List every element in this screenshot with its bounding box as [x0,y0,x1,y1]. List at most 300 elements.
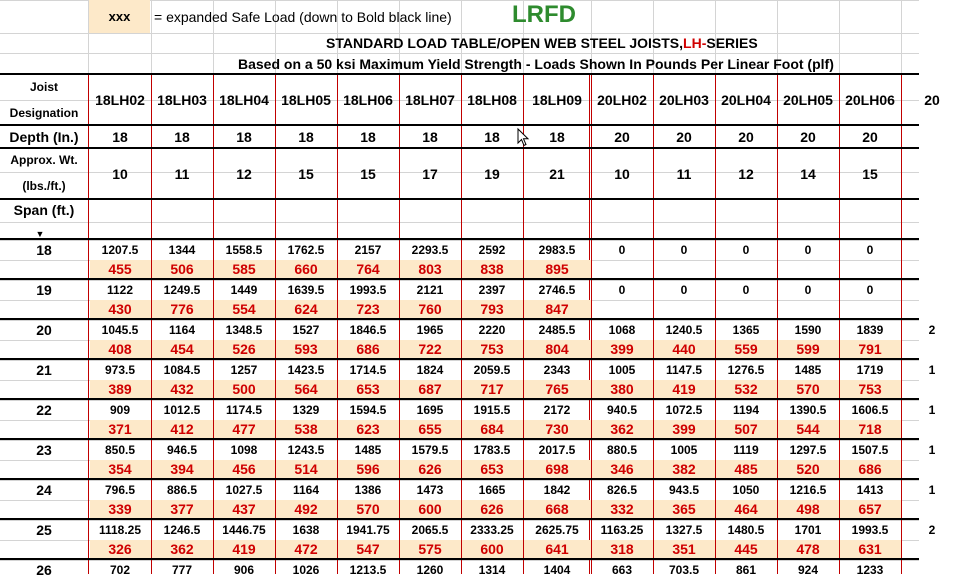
depth-value: 20 [738,129,754,145]
safe-load-cell[interactable]: 1639.5 [287,283,325,297]
safe-load-cell[interactable]: 0 [804,283,812,297]
span-value: 23 [36,442,52,458]
safe-load-cell[interactable]: 703.5 [668,563,700,577]
live-load-cell[interactable]: 895 [545,261,569,277]
safe-load-cell[interactable]: 1507.5 [851,443,889,457]
live-load-cell[interactable]: 765 [545,381,569,397]
depth-value: 18 [360,129,376,145]
live-load-cell[interactable]: 346 [610,461,634,477]
live-load-cell[interactable] [901,260,963,278]
safe-load-cell[interactable]: 1413 [856,483,884,497]
safe-load-cell[interactable]: 1485 [354,443,382,457]
safe-load-cell[interactable]: 1257 [230,363,258,377]
safe-load-cell[interactable]: 0 [680,243,688,257]
safe-load-cell[interactable]: 1344 [168,243,196,257]
live-load-cell[interactable] [591,260,653,278]
joist-designation-header[interactable]: 20 [924,92,940,108]
live-load-cell[interactable]: 698 [545,461,569,477]
weight-value: 10 [112,166,128,182]
live-load-cell[interactable]: 332 [610,501,634,517]
live-load-cell[interactable]: 653 [480,461,504,477]
live-load-cell[interactable]: 626 [480,501,504,517]
live-load-cell[interactable]: 641 [545,541,569,557]
live-load-cell[interactable]: 753 [858,381,882,397]
span-row-border [0,558,919,560]
safe-load-cell[interactable]: 924 [797,563,819,577]
live-load-cell[interactable]: 847 [545,301,569,317]
live-load-cell[interactable]: 478 [796,541,820,557]
live-load-cell[interactable] [901,340,963,358]
live-load-cell[interactable]: 575 [418,541,442,557]
safe-load-cell[interactable]: 1297.5 [789,443,827,457]
live-load-cell[interactable]: 686 [858,461,882,477]
joist-designation-header[interactable]: 20LH03 [659,92,709,108]
live-load-cell[interactable]: 593 [294,341,318,357]
live-load-cell[interactable]: 514 [294,461,318,477]
safe-load-cell[interactable]: 1638 [292,523,320,537]
live-load-cell[interactable]: 686 [356,341,380,357]
live-load-cell[interactable]: 362 [610,421,634,437]
table-subtitle: Based on a 50 ksi Maximum Yield Strength - Loads Shown In Pounds Per Linear Foot (plf) [238,56,834,72]
safe-load-cell[interactable]: 1590 [794,323,822,337]
joist-designation-header[interactable]: 18LH09 [532,92,582,108]
live-load-cell[interactable]: 660 [294,261,318,277]
safe-load-cell[interactable]: 0 [742,243,750,257]
safe-load-cell[interactable]: 1941.75 [346,523,390,537]
live-load-cell[interactable]: 753 [480,341,504,357]
safe-load-cell[interactable]: 1240.5 [665,323,703,337]
title-series: LH- [683,35,707,51]
live-load-cell[interactable] [901,380,963,398]
safe-load-cell[interactable]: 1824 [416,363,444,377]
span-row-border [0,278,919,280]
safe-load-cell[interactable]: 1233 [856,563,884,577]
span-label: Span (ft.) [13,202,75,218]
safe-load-cell[interactable]: 1246.5 [163,523,201,537]
live-load-cell[interactable]: 668 [545,501,569,517]
weight-value: 12 [738,166,754,182]
live-load-cell[interactable]: 432 [170,381,194,397]
safe-load-cell[interactable]: 1147.5 [665,363,703,377]
safe-load-cell[interactable]: 1026 [292,563,320,577]
joist-designation-header[interactable]: 18LH06 [343,92,393,108]
live-load-cell[interactable]: 394 [170,461,194,477]
safe-load-cell[interactable]: 1164 [168,323,196,337]
live-load-cell[interactable] [777,300,839,318]
live-load-cell[interactable]: 520 [796,461,820,477]
safe-load-cell[interactable]: 2 [928,323,936,337]
safe-load-cell[interactable]: 1606.5 [851,403,889,417]
span-row-border [0,518,919,520]
safe-load-cell[interactable]: 1164 [292,483,320,497]
safe-load-cell[interactable]: 1118.25 [98,523,142,537]
legend-sample-cell[interactable]: xxx [89,0,150,33]
safe-load-cell[interactable]: 1216.5 [789,483,827,497]
safe-load-cell[interactable]: 1243.5 [287,443,325,457]
joist-designation-header[interactable]: 18LH04 [219,92,269,108]
live-load-cell[interactable]: 532 [734,381,758,397]
safe-load-cell[interactable]: 0 [742,283,750,297]
safe-load-cell[interactable]: 1719 [856,363,884,377]
safe-load-cell[interactable]: 1327.5 [665,523,703,537]
title-suffix: SERIES [706,35,758,51]
safe-load-cell[interactable]: 1050 [732,483,760,497]
live-load-cell[interactable] [901,420,963,438]
live-load-cell[interactable]: 464 [734,501,758,517]
safe-load-cell[interactable]: 1993.5 [349,283,387,297]
span-header-border [0,238,919,240]
safe-load-cell[interactable]: 1404 [543,563,571,577]
live-load-cell[interactable]: 653 [356,381,380,397]
live-load-cell[interactable]: 399 [672,421,696,437]
live-load-cell[interactable]: 318 [610,541,634,557]
safe-load-cell[interactable]: 1329 [292,403,320,417]
live-load-cell[interactable]: 454 [170,341,194,357]
joist-designation-header[interactable]: 18LH07 [405,92,455,108]
gridline-v [901,0,902,74]
safe-load-cell[interactable]: 2059.5 [473,363,511,377]
live-load-cell[interactable]: 600 [418,501,442,517]
weight-value: 21 [549,166,565,182]
safe-load-cell[interactable] [901,241,963,259]
safe-load-cell[interactable]: 861 [735,563,757,577]
safe-load-cell[interactable]: 1665 [478,483,506,497]
depth-value: 18 [174,129,190,145]
joist-label: Joist [29,80,58,94]
live-load-cell[interactable] [715,300,777,318]
gridline-h [0,222,919,223]
live-load-cell[interactable]: 570 [356,501,380,517]
safe-load-cell[interactable]: 906 [233,563,255,577]
safe-load-cell[interactable]: 2157 [354,243,382,257]
depth-label: Depth (In.) [9,129,79,145]
safe-load-cell[interactable] [901,561,963,579]
safe-load-cell[interactable]: 1846.5 [349,323,387,337]
safe-load-cell[interactable]: 0 [618,283,626,297]
safe-load-cell[interactable]: 946.5 [166,443,198,457]
live-load-cell[interactable]: 399 [610,341,634,357]
live-load-cell[interactable]: 626 [418,461,442,477]
safe-load-cell[interactable]: 1084.5 [163,363,201,377]
safe-load-cell[interactable]: 1449 [230,283,258,297]
safe-load-cell[interactable]: 1594.5 [349,403,387,417]
weight-value: 14 [800,166,816,182]
live-load-cell[interactable]: 760 [418,301,442,317]
live-load-cell[interactable] [901,500,963,518]
safe-load-cell[interactable]: 1249.5 [163,283,201,297]
lbs-per-ft-label: (lbs./ft.) [22,179,66,193]
safe-load-cell[interactable]: 1527 [292,323,320,337]
live-load-cell[interactable]: 354 [108,461,132,477]
live-load-cell[interactable]: 455 [108,261,132,277]
safe-load-cell[interactable]: 2343 [543,363,571,377]
down-arrow-icon: ▼ [35,229,45,239]
depth-value: 18 [298,129,314,145]
safe-load-cell[interactable]: 1045.5 [101,323,139,337]
safe-load-cell[interactable]: 1213.5 [349,563,387,577]
live-load-cell[interactable]: 351 [672,541,696,557]
safe-load-cell[interactable]: 943.5 [668,483,700,497]
safe-load-cell[interactable]: 826.5 [606,483,638,497]
live-load-cell[interactable]: 371 [108,421,132,437]
depth-value: 20 [614,129,630,145]
span-row-border [0,438,919,440]
mouse-cursor-icon [517,128,531,148]
live-load-cell[interactable]: 596 [356,461,380,477]
safe-load-cell[interactable]: 2121 [416,283,444,297]
live-load-cell[interactable] [777,260,839,278]
safe-load-cell[interactable]: 940.5 [606,403,638,417]
legend-text: = expanded Safe Load (down to Bold black line) [154,8,452,25]
safe-load-cell[interactable]: 1473 [416,483,444,497]
live-load-cell[interactable]: 655 [418,421,442,437]
safe-load-cell[interactable]: 702 [109,563,131,577]
live-load-cell[interactable]: 730 [545,421,569,437]
safe-load-cell[interactable]: 1005 [608,363,636,377]
safe-load-cell[interactable]: 0 [804,243,812,257]
joist-designation-header[interactable]: 20LH04 [721,92,771,108]
live-load-cell[interactable] [901,540,963,558]
safe-load-cell[interactable]: 1 [928,483,936,497]
weight-value: 12 [236,166,252,182]
safe-load-cell[interactable]: 1005 [670,443,698,457]
live-load-cell[interactable]: 722 [418,341,442,357]
live-load-cell[interactable]: 485 [734,461,758,477]
live-load-cell[interactable]: 791 [858,341,882,357]
live-load-cell[interactable]: 570 [796,381,820,397]
safe-load-cell[interactable]: 1965 [416,323,444,337]
depth-value: 18 [112,129,128,145]
live-load-cell[interactable]: 382 [672,461,696,477]
live-load-cell[interactable]: 631 [858,541,882,557]
joist-designation-header[interactable]: 18LH02 [95,92,145,108]
joist-designation-header[interactable]: 18LH05 [281,92,331,108]
live-load-cell[interactable]: 559 [734,341,758,357]
live-load-cell[interactable]: 764 [356,261,380,277]
safe-load-cell[interactable]: 796.5 [104,483,136,497]
safe-load-cell[interactable]: 1 [928,403,936,417]
safe-load-cell[interactable]: 2220 [478,323,506,337]
safe-load-cell[interactable]: 2485.5 [538,323,576,337]
safe-load-cell[interactable]: 1174.5 [225,403,263,417]
safe-load-cell[interactable]: 0 [866,243,874,257]
safe-load-cell[interactable]: 0 [680,283,688,297]
joist-designation-header[interactable]: 20LH05 [783,92,833,108]
live-load-cell[interactable]: 408 [108,341,132,357]
live-load-cell[interactable]: 624 [294,301,318,317]
live-load-cell[interactable] [715,260,777,278]
live-load-cell[interactable]: 445 [734,541,758,557]
safe-load-cell[interactable]: 1119 [733,443,759,457]
safe-load-cell[interactable]: 1480.5 [727,523,765,537]
safe-load-cell[interactable]: 663 [611,563,633,577]
live-load-cell[interactable]: 657 [858,501,882,517]
safe-load-cell[interactable]: 1072.5 [665,403,703,417]
safe-load-cell[interactable]: 1027.5 [225,483,263,497]
safe-load-cell[interactable]: 1762.5 [287,243,325,257]
safe-load-cell[interactable]: 1163.25 [600,523,644,537]
live-load-cell[interactable]: 365 [672,501,696,517]
live-load-cell[interactable]: 623 [356,421,380,437]
live-load-cell[interactable]: 599 [796,341,820,357]
safe-load-cell[interactable]: 1386 [354,483,382,497]
safe-load-cell[interactable]: 2625.75 [535,523,579,537]
live-load-cell[interactable]: 456 [232,461,256,477]
safe-load-cell[interactable]: 1714.5 [349,363,387,377]
span-value: 26 [36,562,52,578]
depth-value: 20 [676,129,692,145]
span-value: 19 [36,282,52,298]
live-load-cell[interactable]: 507 [734,421,758,437]
safe-load-cell[interactable]: 1558.5 [225,243,263,257]
safe-load-cell[interactable]: 1390.5 [789,403,827,417]
weight-value: 19 [484,166,500,182]
live-load-cell[interactable]: 804 [545,341,569,357]
safe-load-cell[interactable]: 850.5 [104,443,136,457]
live-load-cell[interactable]: 687 [418,381,442,397]
depth-value: 18 [236,129,252,145]
safe-load-cell[interactable]: 1207.5 [101,243,139,257]
live-load-cell[interactable]: 526 [232,341,256,357]
safe-load-cell[interactable]: 1701 [794,523,822,537]
live-load-cell[interactable]: 544 [796,421,820,437]
live-load-cell[interactable]: 380 [610,381,634,397]
live-load-cell[interactable] [901,460,963,478]
safe-load-cell[interactable]: 1365 [732,323,760,337]
title-prefix: STANDARD LOAD TABLE/OPEN WEB STEEL JOISTS, [326,35,684,51]
safe-load-cell[interactable]: 1098 [230,443,258,457]
safe-load-cell[interactable]: 1993.5 [851,523,889,537]
joist-designation-header[interactable]: 18LH03 [157,92,207,108]
safe-load-cell[interactable]: 1915.5 [473,403,511,417]
live-load-cell[interactable]: 718 [858,421,882,437]
live-load-cell[interactable]: 389 [108,381,132,397]
safe-load-cell[interactable]: 1276.5 [727,363,765,377]
joist-designation-header[interactable]: 18LH08 [467,92,517,108]
live-load-cell[interactable]: 437 [232,501,256,517]
safe-load-cell[interactable]: 1260 [416,563,444,577]
live-load-cell[interactable]: 419 [672,381,696,397]
live-load-cell[interactable]: 477 [232,421,256,437]
span-value: 25 [36,522,52,538]
safe-load-cell[interactable]: 2017.5 [538,443,576,457]
safe-load-cell[interactable]: 1 [928,363,936,377]
live-load-cell[interactable]: 776 [170,301,194,317]
span-row-border [0,398,919,400]
live-load-cell[interactable]: 506 [170,261,194,277]
safe-load-cell[interactable]: 1842 [543,483,571,497]
safe-load-cell[interactable]: 1783.5 [473,443,511,457]
live-load-cell[interactable]: 377 [170,501,194,517]
safe-load-cell[interactable]: 1194 [732,403,760,417]
safe-load-cell[interactable]: 0 [866,283,874,297]
live-load-cell[interactable]: 538 [294,421,318,437]
safe-load-cell[interactable]: 886.5 [166,483,198,497]
safe-load-cell[interactable]: 2 [928,523,936,537]
safe-load-cell[interactable]: 1485 [794,363,822,377]
safe-load-cell[interactable]: 2983.5 [538,243,576,257]
live-load-cell[interactable] [653,260,715,278]
safe-load-cell[interactable]: 880.5 [606,443,638,457]
gridline-v [839,0,840,74]
safe-load-cell[interactable]: 1446.75 [222,523,266,537]
table-title [326,33,758,53]
live-load-cell[interactable]: 412 [170,421,194,437]
live-load-cell[interactable]: 803 [418,261,442,277]
safe-load-cell[interactable]: 2397 [478,283,506,297]
live-load-cell[interactable]: 793 [480,301,504,317]
joist-designation-header[interactable]: 20LH02 [597,92,647,108]
safe-load-cell[interactable]: 1068 [608,323,636,337]
span-row-border [0,478,919,480]
safe-load-cell[interactable]: 973.5 [104,363,136,377]
live-load-cell[interactable]: 600 [480,541,504,557]
live-load-cell[interactable] [591,300,653,318]
weight-value: 15 [360,166,376,182]
live-load-cell[interactable]: 430 [108,301,132,317]
live-load-cell[interactable]: 717 [480,381,504,397]
live-load-cell[interactable]: 498 [796,501,820,517]
live-load-cell[interactable]: 440 [672,341,696,357]
live-load-cell[interactable]: 585 [232,261,256,277]
live-load-cell[interactable]: 500 [232,381,256,397]
safe-load-cell[interactable]: 777 [171,563,193,577]
safe-load-cell[interactable]: 2592 [478,243,506,257]
weight-value [901,150,963,198]
safe-load-cell[interactable]: 1579.5 [411,443,449,457]
live-load-cell[interactable]: 723 [356,301,380,317]
joist-designation-header[interactable]: 20LH06 [845,92,895,108]
live-load-cell[interactable]: 547 [356,541,380,557]
live-load-cell[interactable]: 326 [108,541,132,557]
live-load-cell[interactable]: 339 [108,501,132,517]
live-load-cell[interactable]: 492 [294,501,318,517]
safe-load-cell[interactable]: 2172 [543,403,571,417]
safe-load-cell[interactable]: 1348.5 [225,323,263,337]
safe-load-cell[interactable]: 1839 [856,323,884,337]
live-load-cell[interactable]: 684 [480,421,504,437]
weight-value: 15 [862,166,878,182]
depth-value: 18 [549,129,565,145]
live-load-cell[interactable] [901,300,963,318]
safe-load-cell[interactable]: 0 [618,243,626,257]
live-load-cell[interactable]: 419 [232,541,256,557]
live-load-cell[interactable]: 838 [480,261,504,277]
safe-load-cell[interactable]: 1423.5 [287,363,325,377]
live-load-cell[interactable]: 472 [294,541,318,557]
safe-load-cell[interactable] [901,281,963,299]
safe-load-cell[interactable]: 2293.5 [411,243,449,257]
depth-value: 18 [422,129,438,145]
weight-value: 10 [614,166,630,182]
span-value: 20 [36,322,52,338]
safe-load-cell[interactable]: 1314 [478,563,506,577]
safe-load-cell[interactable]: 1 [928,443,936,457]
live-load-cell[interactable]: 564 [294,381,318,397]
live-load-cell[interactable] [839,260,901,278]
safe-load-cell[interactable]: 1695 [416,403,444,417]
live-load-cell[interactable]: 362 [170,541,194,557]
safe-load-cell[interactable]: 1012.5 [163,403,201,417]
live-load-cell[interactable]: 554 [232,301,256,317]
safe-load-cell[interactable]: 2746.5 [538,283,576,297]
safe-load-cell[interactable]: 1122 [106,283,134,297]
safe-load-cell[interactable]: 2333.25 [470,523,514,537]
safe-load-cell[interactable]: 2065.5 [411,523,449,537]
safe-load-cell[interactable]: 909 [109,403,131,417]
live-load-cell[interactable] [653,300,715,318]
live-load-cell[interactable] [839,300,901,318]
